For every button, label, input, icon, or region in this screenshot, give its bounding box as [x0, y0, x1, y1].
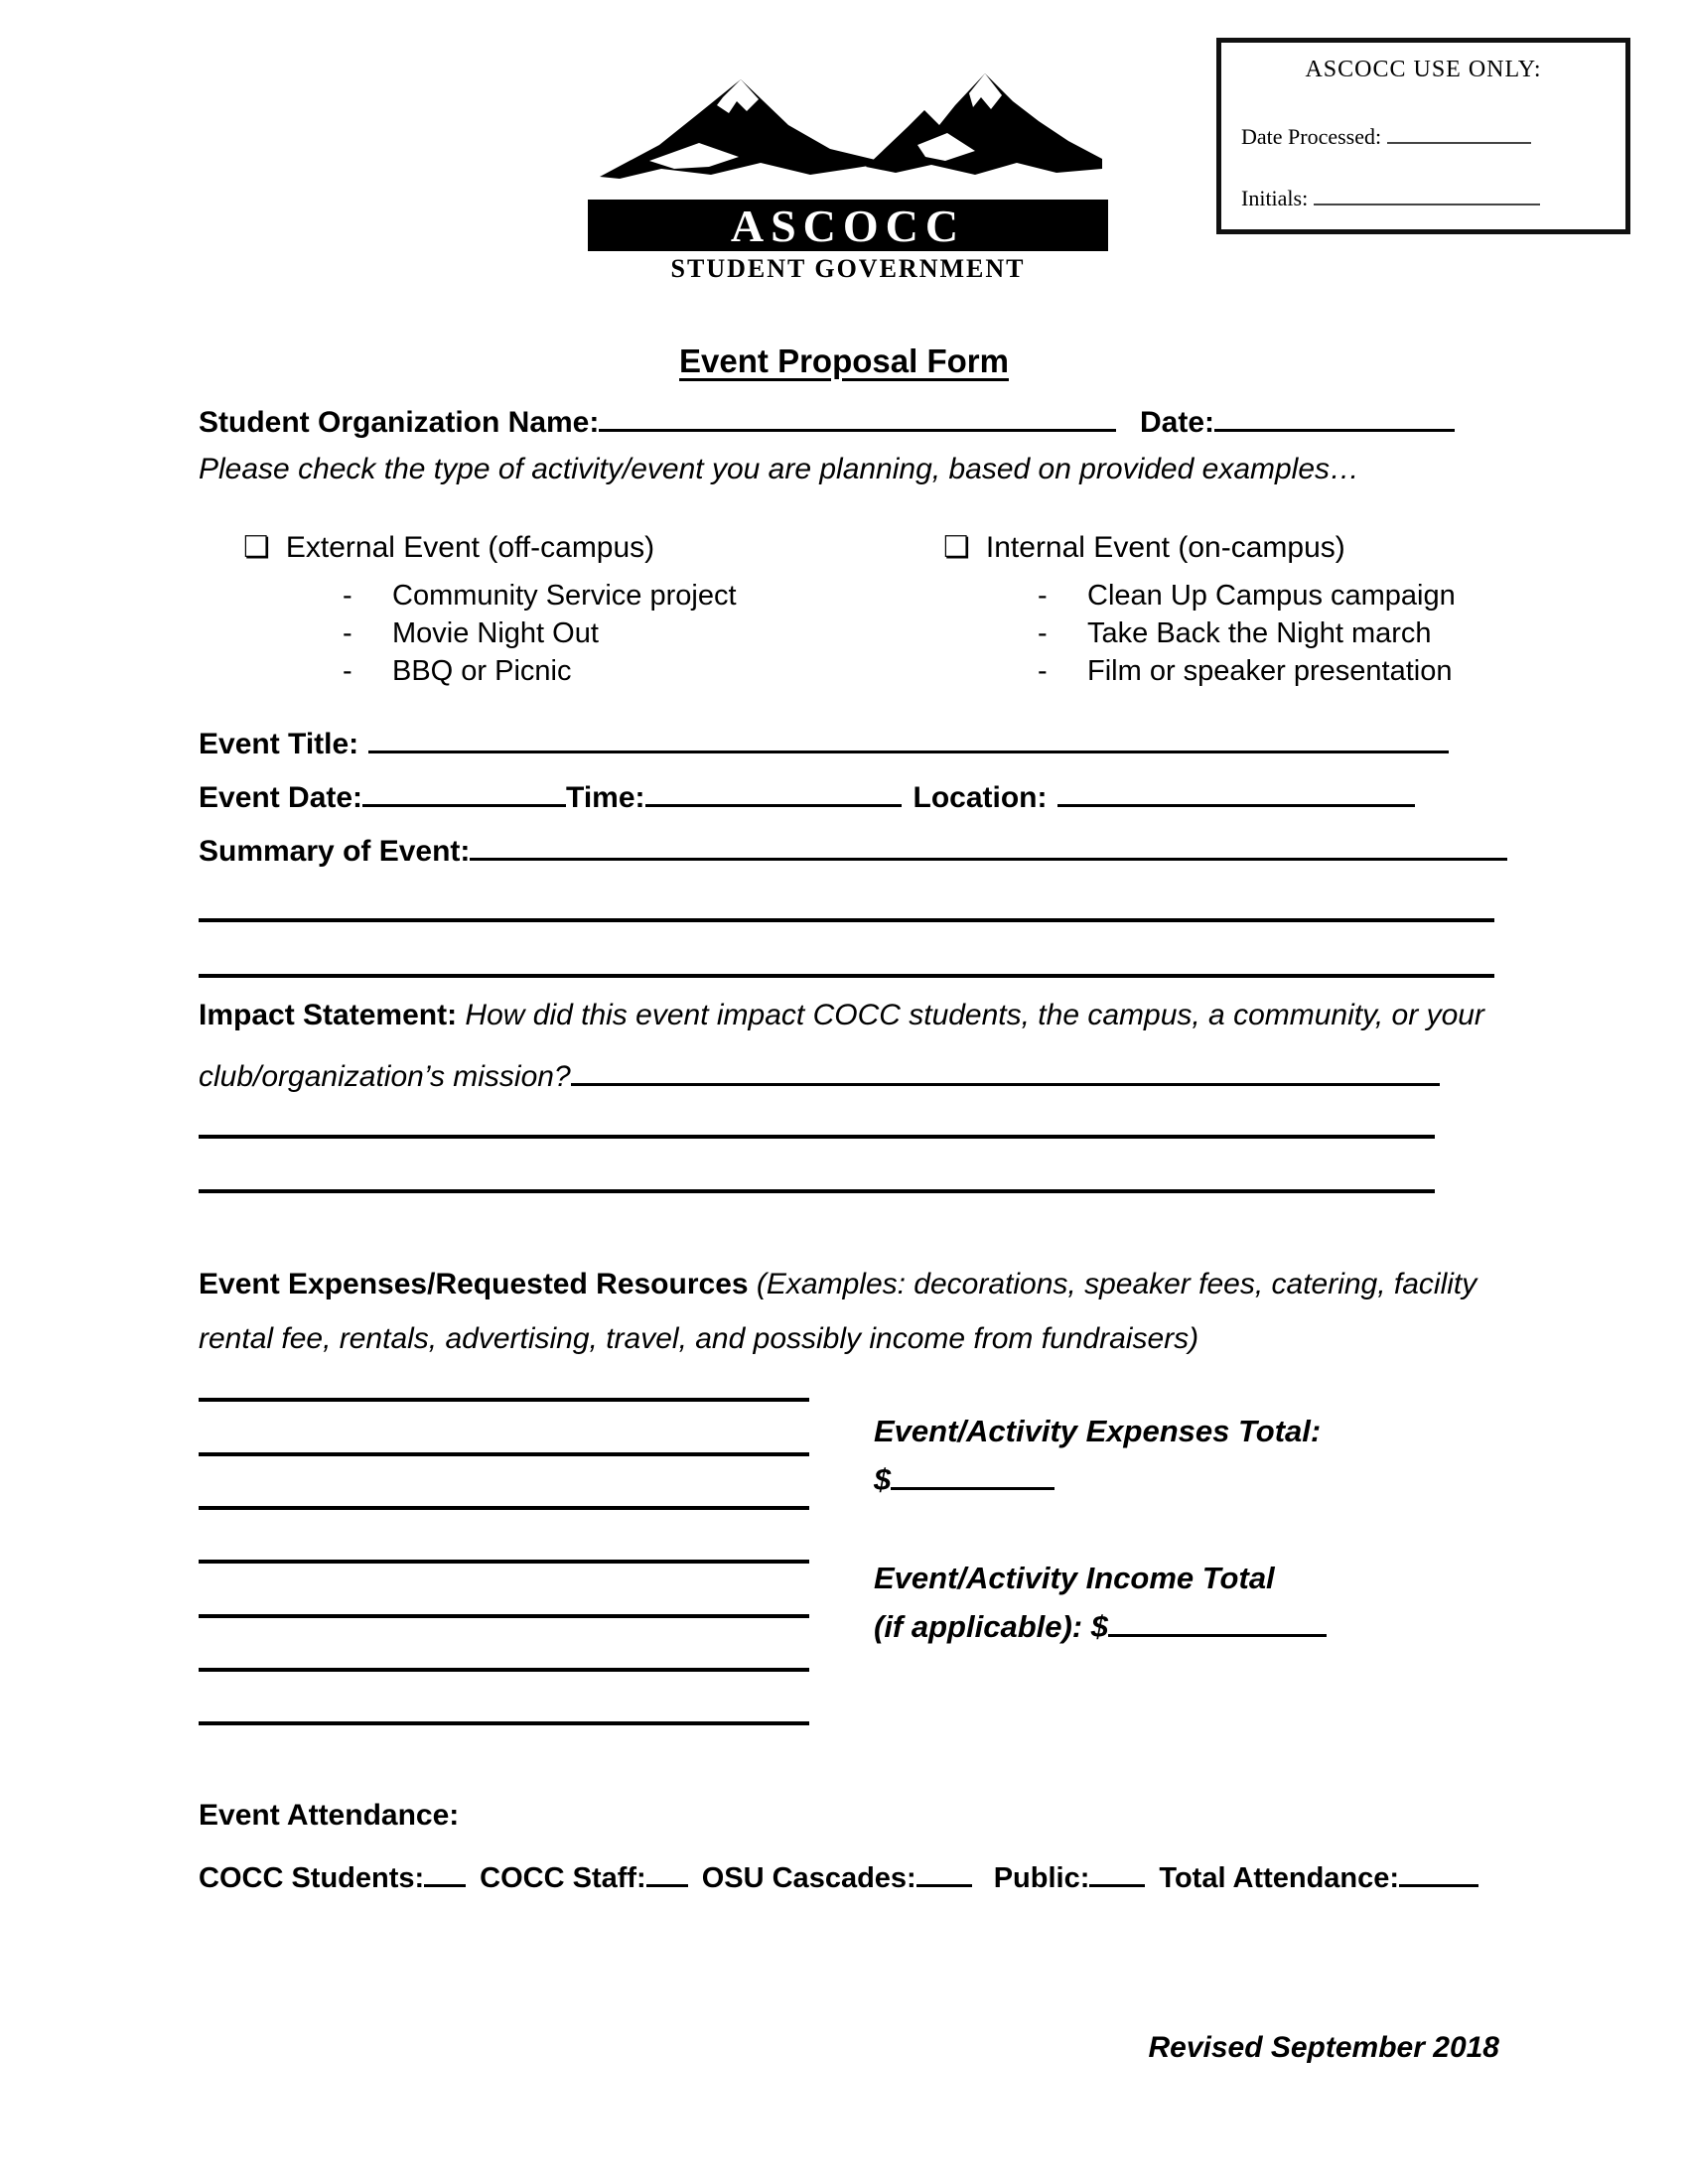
summary-label: Summary of Event: [199, 835, 471, 868]
internal-event-label: Internal Event (on-campus) [985, 531, 1345, 564]
org-name-row [199, 399, 1455, 440]
list-item [343, 577, 737, 614]
example-text: Take Back the Night march [1087, 617, 1432, 649]
impact-statement-line2 [199, 1053, 1440, 1094]
list-item [1038, 577, 1456, 614]
external-event-column [243, 530, 737, 690]
date-processed-row [1241, 120, 1531, 150]
impact-label: Impact Statement: [199, 999, 458, 1031]
external-event-label: External Event (off-campus) [285, 531, 655, 564]
summary-blank[interactable] [470, 828, 1507, 861]
dash-bullet: - [343, 580, 352, 612]
summary-line[interactable] [199, 918, 1494, 922]
list-item [343, 652, 737, 690]
list-item [343, 614, 737, 652]
org-name-label: Student Organization Name: [199, 406, 600, 439]
date-blank[interactable] [1214, 399, 1455, 432]
impact-question-line2: club/organization’s mission? [199, 1060, 571, 1093]
initials-label: Initials: [1241, 186, 1309, 210]
logo-subtitle: STUDENT GOVERNMENT [670, 254, 1026, 283]
time-label: Time: [566, 781, 645, 814]
org-name-blank[interactable] [599, 399, 1116, 432]
expenses-total-blank[interactable] [891, 1457, 1055, 1490]
example-text: Movie Night Out [392, 617, 599, 649]
expenses-heading-line1 [199, 1268, 1477, 1301]
expense-line[interactable] [199, 1614, 809, 1618]
impact-blank[interactable] [571, 1053, 1440, 1086]
date-processed-blank[interactable] [1387, 120, 1531, 144]
external-event-examples [343, 577, 737, 690]
dash-bullet: - [1038, 580, 1048, 612]
internal-event-examples [1038, 577, 1456, 690]
income-total-prefix: (if applicable): $ [874, 1609, 1108, 1644]
expenses-examples-line2: rental fee, rentals, advertising, travel, and possibly income from fundraisers) [199, 1322, 1199, 1355]
cocc-staff-label: COCC Staff: [480, 1862, 646, 1894]
total-attendance-label: Total Attendance: [1159, 1862, 1400, 1894]
location-blank[interactable] [1057, 774, 1415, 807]
internal-event-column [943, 530, 1456, 690]
expense-line[interactable] [199, 1721, 809, 1725]
date-processed-label: Date Processed: [1241, 124, 1382, 149]
cocc-students-blank[interactable] [424, 1854, 466, 1887]
expense-line[interactable] [199, 1560, 809, 1564]
checkbox-icon[interactable]: ❏ [943, 531, 970, 564]
cocc-staff-blank[interactable] [646, 1854, 688, 1887]
osu-cascades-label: OSU Cascades: [701, 1862, 916, 1894]
page-title: Event Proposal Form [679, 342, 1009, 379]
public-label: Public: [993, 1862, 1090, 1894]
osu-cascades-blank[interactable] [916, 1854, 972, 1887]
example-text: Film or speaker presentation [1087, 655, 1453, 687]
example-text: Clean Up Campus campaign [1087, 580, 1456, 612]
impact-line[interactable] [199, 1189, 1435, 1193]
instruction-text: Please check the type of activity/event you are planning, based on provided examples… [199, 453, 1360, 485]
use-only-title: ASCOCC USE ONLY: [1305, 57, 1542, 82]
ascocc-use-only-box [1216, 38, 1630, 234]
expense-line[interactable] [199, 1668, 809, 1672]
summary-row [199, 828, 1507, 869]
dash-bullet: - [1038, 617, 1048, 649]
example-text: BBQ or Picnic [392, 655, 572, 687]
expenses-examples-line1: (Examples: decorations, speaker fees, catering, facility [756, 1268, 1477, 1300]
impact-question-line1: How did this event impact COCC students, the campus, a community, or your [465, 999, 1484, 1031]
dash-bullet: - [343, 655, 352, 687]
expenses-total-label: Event/Activity Expenses Total: [874, 1414, 1322, 1448]
revision-note: Revised September 2018 [1148, 2031, 1499, 2064]
total-attendance-blank[interactable] [1399, 1854, 1478, 1887]
income-total-row [874, 1604, 1327, 1645]
event-date-row [199, 774, 1415, 815]
event-date-blank[interactable] [362, 774, 566, 807]
checkbox-icon[interactable]: ❏ [243, 531, 270, 564]
dash-bullet: - [1038, 655, 1048, 687]
example-text: Community Service project [392, 580, 737, 612]
initials-blank[interactable] [1314, 182, 1540, 205]
attendance-heading: Event Attendance: [199, 1799, 460, 1832]
dollar-sign: $ [874, 1462, 892, 1497]
income-total-label: Event/Activity Income Total [874, 1561, 1275, 1595]
date-label: Date: [1139, 406, 1214, 439]
expense-line[interactable] [199, 1452, 809, 1456]
event-date-label: Event Date: [199, 781, 363, 814]
impact-line[interactable] [199, 1135, 1435, 1139]
list-item [1038, 614, 1456, 652]
expenses-heading: Event Expenses/Requested Resources [199, 1268, 749, 1300]
internal-event-option[interactable] [943, 530, 1456, 565]
logo-acronym: ASCOCC [730, 200, 966, 251]
location-label: Location: [913, 781, 1048, 814]
income-total-blank[interactable] [1108, 1604, 1327, 1637]
summary-line[interactable] [199, 974, 1494, 978]
expense-line[interactable] [199, 1398, 809, 1402]
mountains-icon [588, 66, 1108, 195]
attendance-row [199, 1854, 1478, 1895]
expenses-total-row [874, 1457, 1055, 1498]
event-title-label: Event Title: [199, 728, 359, 760]
dash-bullet: - [343, 617, 352, 649]
impact-statement-line1 [199, 999, 1484, 1032]
list-item [1038, 652, 1456, 690]
ascocc-logo [588, 66, 1108, 284]
event-title-blank[interactable] [368, 721, 1449, 753]
cocc-students-label: COCC Students: [199, 1862, 425, 1894]
public-blank[interactable] [1089, 1854, 1145, 1887]
event-title-row [199, 721, 1449, 761]
initials-row [1241, 182, 1540, 211]
time-blank[interactable] [645, 774, 902, 807]
logo-banner [588, 200, 1108, 251]
expense-line[interactable] [199, 1506, 809, 1510]
external-event-option[interactable] [243, 530, 737, 565]
